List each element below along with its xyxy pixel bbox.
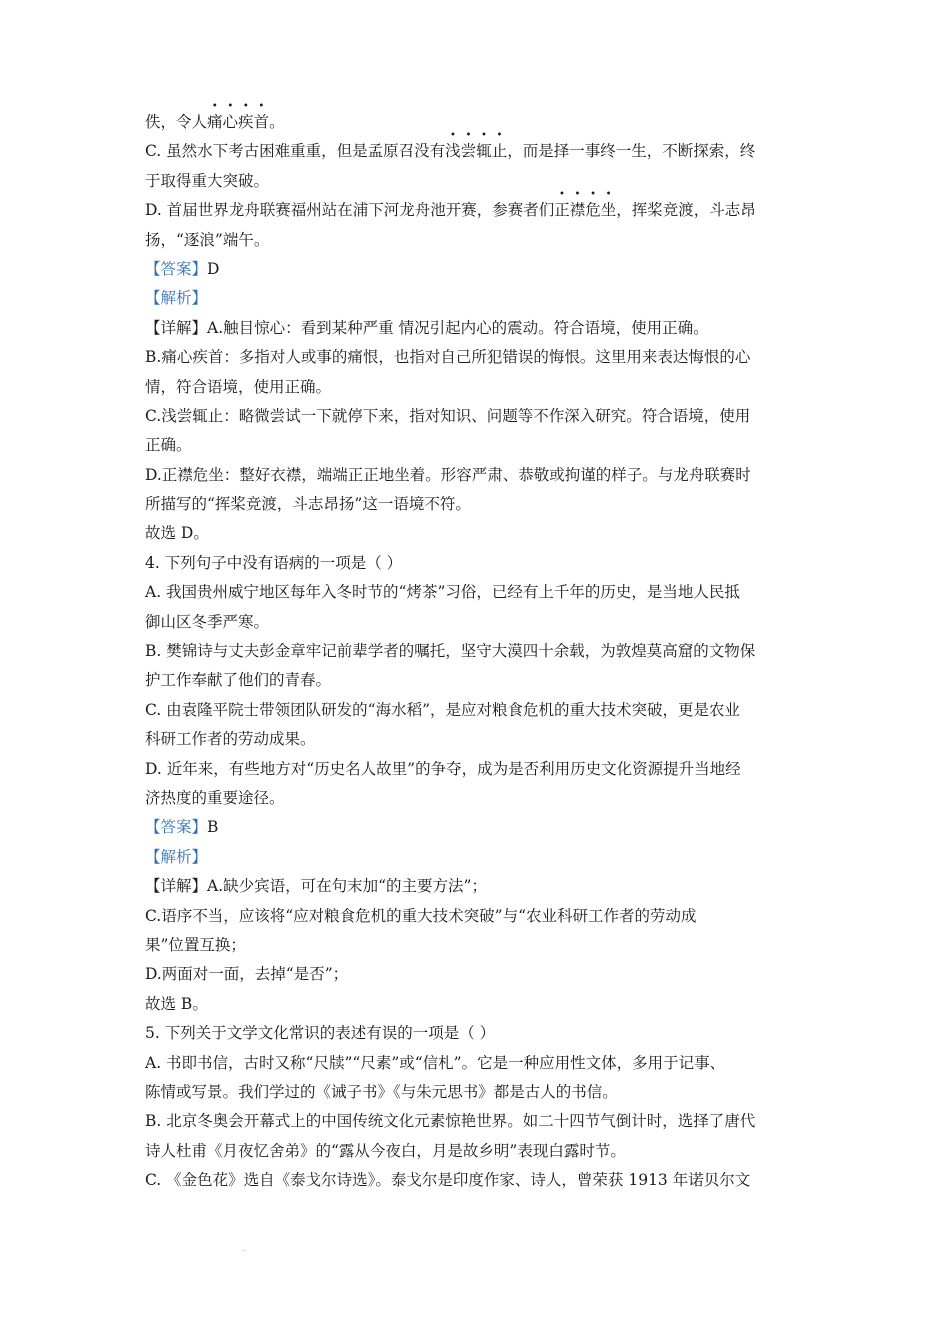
- q3-detail-c-cont: 正确。: [145, 436, 192, 455]
- q5-stem: 5. 下列关于文学文化常识的表述有误的一项是（ ）: [145, 1024, 496, 1043]
- q4-stem: 4. 下列句子中没有语病的一项是（ ）: [145, 553, 403, 572]
- emphasis-char: 坐: [600, 201, 617, 220]
- q5-option-b: B. 北京冬奥会开幕式上的中国传统文化元素惊艳世界。如二十四节气倒计时，选择了唐代: [145, 1112, 756, 1131]
- emphasis-char: 尝: [460, 142, 477, 161]
- q3-detail-a: 【详解】A.触目惊心：看到某种严重 情况引起内心的震动。符合语境，使用正确。: [145, 318, 709, 337]
- q4-option-d: D. 近年来，有些地方对“历史名人故里”的争夺，成为是否利用历史文化资源提升当地经: [145, 759, 741, 778]
- emphasis-char: 危: [585, 201, 601, 220]
- emphasis-char: 浅: [445, 142, 461, 161]
- q3-detail-d: D.正襟危坐：整好衣襟，端端正正地坐着。形容严肃、恭敬或拘谨的样子。与龙舟联赛时: [145, 465, 751, 484]
- emphasis-char: 痛: [207, 113, 223, 131]
- answer-value: B: [207, 818, 219, 837]
- emphasis-char: 辄: [476, 142, 492, 161]
- q4-option-d-cont: 济热度的重要途径。: [145, 788, 285, 807]
- q3-option-d: D. 首届世界龙舟联赛福州站在浦下河龙舟池开赛，参赛者们正襟危坐，挥桨竞渡，斗志昂: [145, 201, 756, 220]
- emphasis-char: 正: [554, 201, 570, 220]
- analysis-tag: 【解析】: [145, 289, 208, 308]
- q3-analysis: [145, 284, 815, 313]
- q4-conclusion: 故选 B。: [145, 994, 208, 1013]
- q3-answer: [145, 255, 815, 284]
- answer-value: D: [207, 259, 220, 278]
- emphasis-char: 心: [222, 113, 239, 131]
- q4-option-a-cont: 御山区冬季严寒。: [145, 612, 270, 631]
- emphasis-char: 疾: [238, 113, 254, 131]
- q5-option-c: C. 《金色花》选自《泰戈尔诗选》。泰戈尔是印度作家、诗人，曾荣获 1913 年诺贝尔文: [145, 1171, 751, 1190]
- q3-option-c: C. 虽然水下考古困难重重，但是孟原召没有浅尝辄止，而是择一事终一生，不断探索，终: [145, 142, 756, 161]
- emphasis-char: 止: [491, 142, 508, 161]
- q3-option-d-cont: 扬，“逐浪”端午。: [145, 230, 270, 249]
- q3-detail-d-cont: 所描写的“挥桨竞渡，斗志昂扬”这一语境不符。: [145, 495, 471, 514]
- q3-option-c-cont: 于取得重大突破。: [145, 171, 270, 190]
- q3-detail-b: B.痛心疾首：多指对人或事的痛恨，也指对自己所犯错误的悔恨。这里用来表达悔恨的心: [145, 348, 751, 367]
- q4-detail-c-cont: 果”位置互换；: [145, 935, 246, 954]
- q4-analysis: [145, 843, 815, 872]
- q4-detail-a: 【详解】A.缺少宾语，可在句末加“的主要方法”；: [145, 877, 487, 896]
- q3-detail-b-cont: 情，符合语境，使用正确。: [145, 377, 332, 396]
- document-page: [145, 108, 815, 1195]
- q4-option-c: C. 由袁隆平院士带领团队研发的“海水稻”，是应对粮食危机的重大技术突破，更是农业: [145, 700, 741, 719]
- q4-detail-d: D.两面对一面，去掉“是否”；: [145, 965, 349, 984]
- q5-option-b-cont: 诗人杜甫《月夜忆舍弟》的“露从今夜白，月是故乡明”表现白露时节。: [145, 1141, 626, 1160]
- q5-option-a: A. 书即书信，古时又称“尺牍”“尺素”或“信札”。它是一种应用性文体，多用于记事、: [145, 1053, 726, 1072]
- detail-tag: 【详解】: [145, 318, 208, 337]
- q4-answer: [145, 813, 815, 842]
- q3-option-b-tail: 佚，令人痛心疾首。: [145, 113, 285, 131]
- q4-option-b-cont: 护工作奉献了他们的青春。: [145, 671, 332, 690]
- q4-option-b: B. 樊锦诗与丈夫彭金章牢记前辈学者的嘱托，坚守大漠四十余载，为敦煌莫高窟的文物保: [145, 642, 756, 661]
- q5-option-a-cont: 陈情或写景。我们学过的《诫子书》《与朱元思书》都是古人的书信。: [145, 1082, 618, 1101]
- footer-mark: .: [243, 1244, 246, 1253]
- emphasis-char: 襟: [569, 201, 586, 220]
- q3-detail-c: C.浅尝辄止：略微尝试一下就停下来，指对知识、问题等不作深入研究。符合语境，使用: [145, 406, 751, 425]
- analysis-tag: 【解析】: [145, 847, 208, 866]
- detail-tag: 【详解】: [145, 877, 208, 896]
- q4-detail-c: C.语序不当，应该将“应对粮食危机的重大技术突破”与“农业科研工作者的劳动成: [145, 906, 697, 925]
- q4-option-a: A. 我国贵州威宁地区每年入冬时节的“烤茶”习俗，已经有上千年的历史，是当地人民抵: [145, 583, 740, 602]
- emphasis-char: 首: [253, 113, 270, 131]
- q4-option-c-cont: 科研工作者的劳动成果。: [145, 730, 316, 749]
- answer-tag: 【答案】: [145, 259, 208, 278]
- answer-tag: 【答案】: [145, 818, 208, 837]
- q3-conclusion: 故选 D。: [145, 524, 209, 543]
